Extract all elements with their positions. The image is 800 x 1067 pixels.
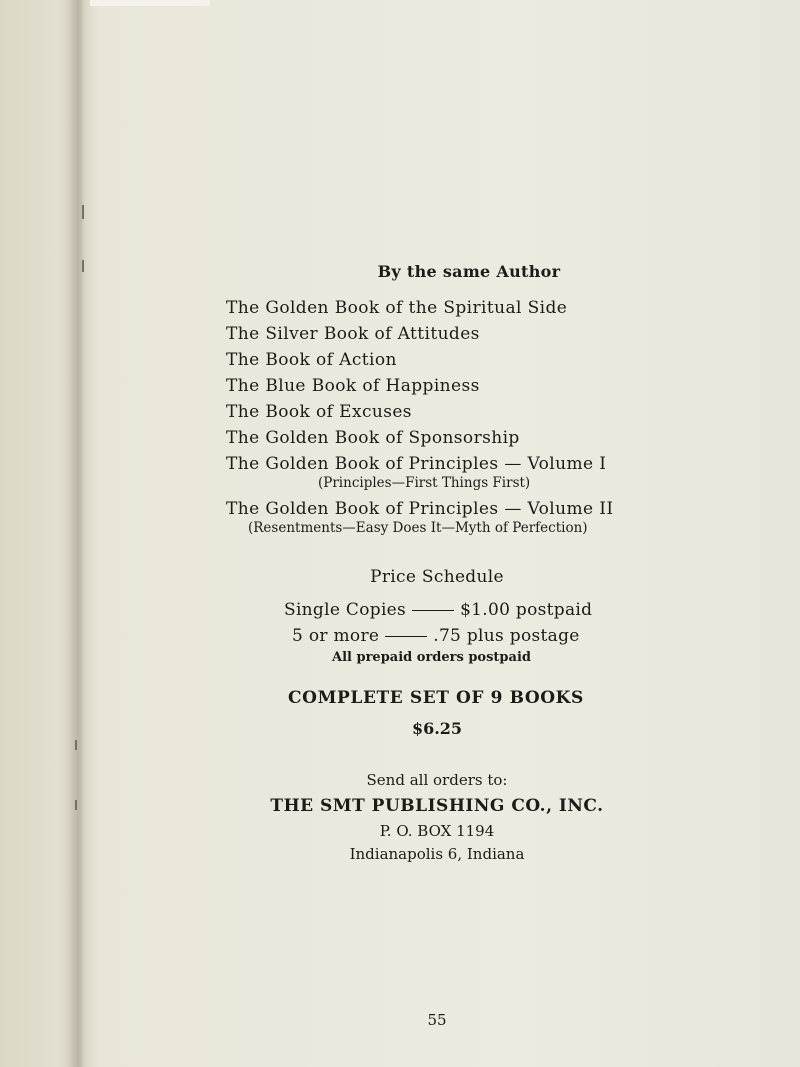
leader-dash: [385, 636, 427, 637]
book-title: The Book of Action: [226, 350, 397, 370]
binding-mark: [75, 800, 77, 810]
publisher-name: THE SMT PUBLISHING CO., INC.: [270, 796, 604, 816]
price-row: [292, 626, 580, 646]
section-heading: By the same Author: [377, 262, 561, 281]
po-box: P. O. BOX 1194: [379, 822, 495, 840]
price-row-label: 5 or more: [292, 626, 380, 646]
prepaid-note: All prepaid orders postpaid: [332, 650, 531, 665]
book-title: The Blue Book of Happiness: [226, 376, 480, 396]
complete-set-price: $6.25: [411, 719, 463, 738]
book-title: The Golden Book of Principles — Volume II: [226, 499, 614, 519]
publisher-city: Indianapolis 6, Indiana: [349, 845, 525, 863]
book-subtitle: (Resentments—Easy Does It—Myth of Perfection): [248, 520, 588, 536]
book-title: The Book of Excuses: [226, 402, 412, 422]
complete-set-title: COMPLETE SET OF 9 BOOKS: [288, 688, 584, 708]
book-title: The Golden Book of Sponsorship: [226, 428, 520, 448]
price-row-label: Single Copies: [284, 600, 407, 620]
binding-mark: [75, 740, 77, 750]
price-schedule-title: Price Schedule: [370, 567, 504, 587]
book-subtitle: (Principles—First Things First): [318, 475, 531, 491]
send-orders-label: Send all orders to:: [366, 771, 508, 789]
book-list: [226, 295, 726, 541]
book-title: The Golden Book of Principles — Volume I: [226, 454, 607, 474]
price-row: [284, 600, 592, 620]
page-number: 55: [427, 1011, 447, 1029]
page-content: [82, 0, 800, 1067]
price-row-price: $1.00 postpaid: [460, 600, 593, 620]
book-title: The Golden Book of the Spiritual Side: [226, 298, 568, 318]
book-title: The Silver Book of Attitudes: [226, 324, 480, 344]
leader-dash: [412, 610, 454, 611]
price-row-price: .75 plus postage: [433, 626, 580, 646]
